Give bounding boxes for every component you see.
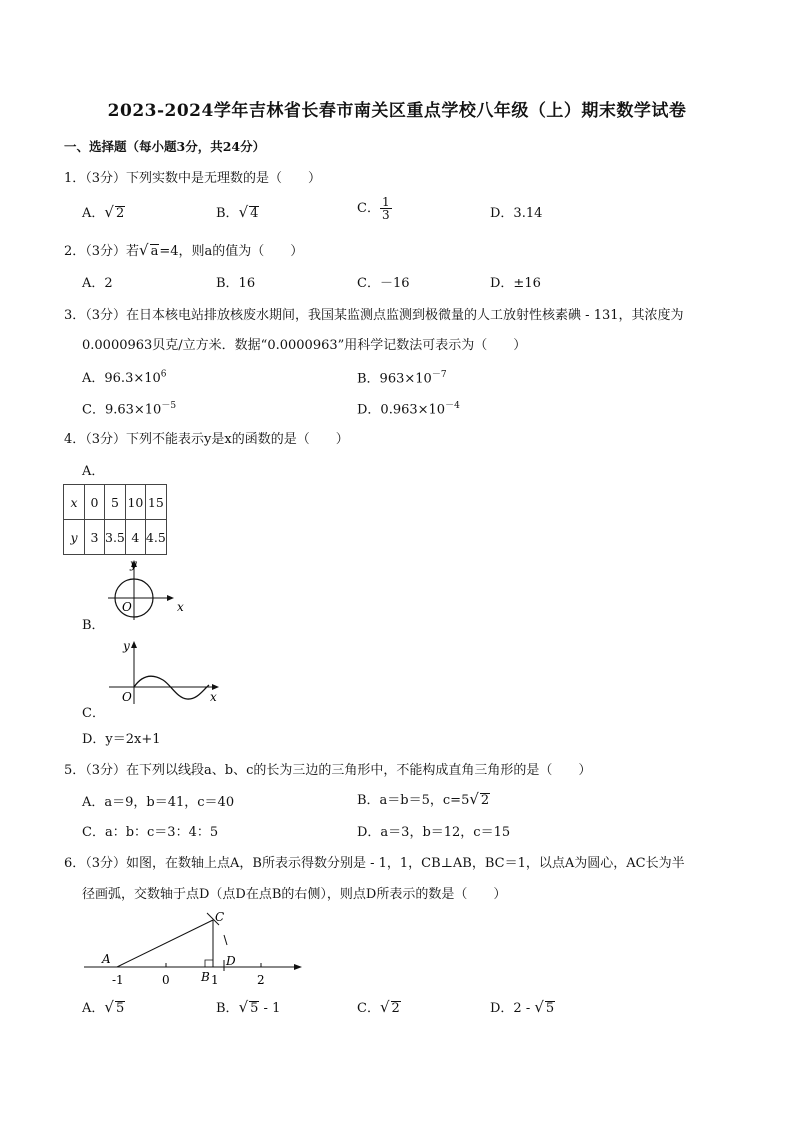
- q2-stem: 2．（3分）若√ a=4，则a的值为（ ）: [64, 241, 304, 259]
- origin-label: O: [122, 600, 132, 614]
- q2-option-a[interactable]: A．2: [82, 276, 113, 291]
- label-a: A: [102, 952, 111, 966]
- label-c: C: [215, 910, 225, 924]
- y-axis-label: y: [123, 639, 130, 653]
- origin-label: O: [122, 690, 132, 704]
- q6-option-c[interactable]: C．√ 2: [357, 998, 400, 1016]
- q3-stem-line1: 3．（3分）在日本核电站排放核废水期间，我国某监测点监测到极微量的人工放射性核素碘 - 131，其浓度为: [64, 308, 684, 323]
- y-axis-label: y: [130, 557, 137, 571]
- q1-option-a[interactable]: A．√ 2: [82, 203, 125, 221]
- q3-option-a[interactable]: A．$96.3\times 10^6$: [82, 369, 167, 386]
- x-axis-arrow: [167, 595, 174, 601]
- q4-stem: 4．（3分）下列不能表示y是x的函数的是（ ）: [64, 432, 349, 447]
- x-axis-label: x: [177, 600, 184, 614]
- q1-option-b[interactable]: B．√ 4: [216, 203, 259, 221]
- q5-option-d[interactable]: D．a＝3，b＝12，c＝15: [357, 825, 511, 840]
- tick-label-0: 0: [162, 973, 170, 987]
- number-line-arrow: [294, 964, 302, 970]
- q2-option-d[interactable]: D．±16: [490, 276, 541, 291]
- q3-option-b[interactable]: B．$963\times 10^{-7}$: [357, 370, 447, 387]
- label-b: B: [201, 970, 210, 984]
- q6-stem-line1: 6．（3分）如图，在数轴上点A，B所表示得数分别是 - 1，1，CB⊥AB，BC＝1，以点A为圆心，AC长为半: [64, 856, 685, 871]
- wave-curve: [134, 676, 209, 699]
- q1-option-d[interactable]: D．3.14: [490, 206, 543, 221]
- q5-option-c[interactable]: C．a：b：c＝3：4：5: [82, 825, 219, 840]
- q1-stem: 1．（3分）下列实数中是无理数的是（ ）: [64, 171, 322, 186]
- q4-option-b[interactable]: B．: [82, 618, 105, 633]
- q4-circle-graph: [100, 552, 195, 624]
- q2-option-b[interactable]: B．16: [216, 276, 256, 291]
- section-heading: 一、选择题（每小题3分，共24分）: [64, 139, 266, 154]
- q4-value-table: [63, 484, 167, 555]
- q1-option-c[interactable]: C． $\frac{1}{3}$: [357, 195, 390, 222]
- segment-ac: [117, 920, 213, 967]
- q6-option-a[interactable]: A．√ 5: [82, 998, 125, 1016]
- q1-a-radicand: 2: [115, 206, 125, 221]
- tick-label-minus1: -1: [112, 973, 124, 987]
- tick-label-1: 1: [211, 973, 219, 987]
- q5-option-a[interactable]: A．a＝9，b＝41，c＝40: [82, 795, 235, 810]
- table-row: x 0 5 10 15: [64, 485, 167, 520]
- q6-stem-line2: 径画弧，交数轴于点D（点D在点B的右侧），则点D所表示的数是（ ）: [82, 887, 507, 902]
- q4-wave-graph: [105, 630, 230, 710]
- q3-option-c[interactable]: C．$9.63\times 10^{-5}$: [82, 401, 177, 418]
- q4-option-d[interactable]: D．y＝2x+1: [82, 732, 161, 747]
- q1-b-radicand: 4: [250, 206, 259, 221]
- page-title: 2023-2024学年吉林省长春市南关区重点学校八年级（上）期末数学试卷: [107, 101, 687, 121]
- q5-option-b[interactable]: B．a＝b＝5，c=5√ 2: [357, 790, 490, 808]
- x-axis-label: x: [210, 690, 217, 704]
- q3-stem-line2: 0.0000963贝克/立方米．数据“0.0000963”用科学记数法可表示为（ ）: [82, 338, 527, 353]
- q4-option-a[interactable]: A．: [82, 464, 105, 479]
- right-angle-mark: [205, 960, 213, 967]
- q4-option-c[interactable]: C．: [82, 706, 105, 721]
- q5-stem: 5．（3分）在下列以线段a、b、c的长为三边的三角形中，不能构成直角三角形的是（ ）: [64, 763, 592, 778]
- q1-c-fraction: $\frac{1}{3}$: [381, 195, 390, 222]
- arc-mark: [224, 935, 227, 945]
- label-d: D: [226, 954, 236, 968]
- q6-option-d[interactable]: D．2 - √ 5: [490, 998, 555, 1016]
- q6-option-b[interactable]: B．√ 5 - 1: [216, 998, 281, 1016]
- q3-option-d[interactable]: D．$0.963\times 10^{-4}$: [357, 401, 460, 418]
- table-row: y 3 3.5 4 4.5: [64, 520, 167, 555]
- y-axis-arrow: [131, 641, 137, 648]
- q2-option-c[interactable]: C．－16: [357, 276, 410, 291]
- q6-number-line-figure: [80, 905, 310, 993]
- tick-label-2: 2: [257, 973, 265, 987]
